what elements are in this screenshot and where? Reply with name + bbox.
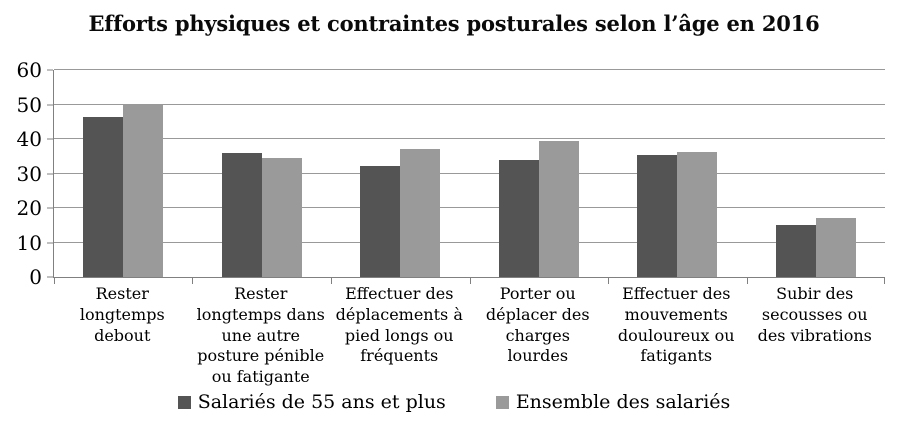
x-axis-tick-4 [608,277,609,284]
y-tick-label-0: 0 [29,265,42,289]
bar-series2-cat3 [400,149,440,277]
bar-group-5 [608,70,746,277]
x-axis-tick-1 [192,277,193,284]
legend-swatch-icon [178,396,191,409]
bar-series1-cat2 [222,153,262,277]
x-category-label-6: Subir des secousses ou des vibrations [757,284,872,345]
x-axis-tick-6 [884,277,885,284]
y-tick-label-60: 60 [16,58,42,82]
x-axis-tick-0 [54,277,55,284]
bar-series1-cat3 [360,166,400,277]
y-tick-label-10: 10 [16,230,42,255]
bar-series2-cat4 [539,141,579,277]
x-axis-labels [53,284,884,388]
y-axis-labels [0,58,44,289]
bar-group-3 [331,70,469,277]
legend-swatch-icon [496,396,509,409]
y-tick-label-20: 20 [16,196,42,221]
bar-series1-cat6 [776,225,816,277]
bar-series2-cat2 [262,158,302,277]
bar-series2-cat1 [123,105,163,278]
x-axis-tick-2 [331,277,332,284]
legend-item-2 [496,391,730,413]
legend-item-1 [178,391,446,413]
bar-group-6 [747,70,885,277]
y-tick-label-40: 40 [16,127,42,152]
chart-title: Efforts physiques et contraintes posturales selon l’âge en 2016 [88,11,820,36]
bar-series2-cat5 [677,152,717,277]
bar-series1-cat5 [637,155,677,277]
legend-label-2: Ensemble des salariés [515,391,731,413]
bar-series1-cat1 [83,117,123,277]
x-category-label-1: Rester longtemps debout [79,284,165,345]
x-axis-tick-3 [470,277,471,284]
x-category-label-4: Porter ou déplacer des charges lourdes [485,284,590,366]
legend-label-1: Salariés de 55 ans et plus [197,391,446,413]
plot-area [53,70,885,278]
x-axis-tick-5 [747,277,748,284]
x-category-label-2: Rester longtemps dans une autre posture pénible ou fatigante [196,284,325,387]
x-category-label-5: Effectuer des mouvements douloureux ou fatigants [617,284,735,366]
bar-group-1 [54,70,192,277]
bar-series1-cat4 [499,160,539,277]
y-tick-label-30: 30 [16,161,42,186]
bar-group-4 [470,70,608,277]
y-tick-label-50: 50 [16,92,42,117]
bar-group-2 [192,70,330,277]
legend [0,391,908,413]
x-category-label-3: Effectuer des déplacements à pied longs ou fréquents [335,284,463,366]
bar-series2-cat6 [816,218,856,277]
